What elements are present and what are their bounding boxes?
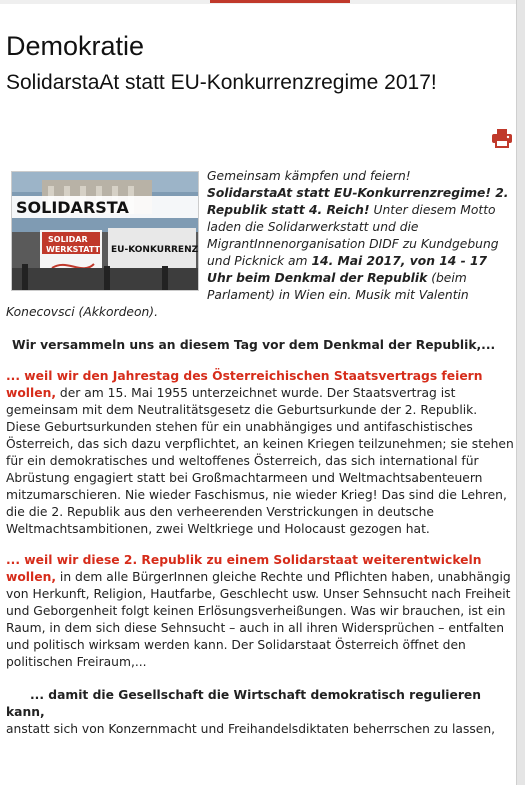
banner-text-3: WERKSTATT: [46, 245, 100, 254]
paragraph-2-text: in dem alle BürgerInnen gleiche Rechte und Pflichten haben, unabhängig von Herkunft, Religion, Hautfarbe, Geschlecht usw. Unser Sehnsucht nach Freiheit und Geborgenheit folgt keinen Erlösungsverheißungen. Was wir brauchen, ist ein Raum, in dem sich diese Sehnsucht – auch in all ihren Widersprüchen – entfalten und politisch wirksam werden kann. Der Solidarstaat Österreich öffnet den politischen Freiraum,...: [6, 570, 511, 669]
intro-music: (beim Parlament) in Wien ein. Musik mit Valentin Konecovsci (Akkordeon).: [6, 271, 469, 319]
intro-motto: SolidarstaAt statt EU-Konkurrenzregime! 2. Republik statt 4. Reich!: [207, 186, 509, 217]
print-icon: [491, 128, 513, 148]
page-title: Demokratie: [6, 31, 145, 61]
paragraph-1-text: der am 15. Mai 1955 unterzeichnet wurde. Der Staatsvertrag ist gemeinsam mit dem Neutralitätsgesetz die Geburtsurkunde der 2. Republik. Diese Geburtsurkunden stehen für ein unabhängiges und antifaschistisches Österreich, das sich dazu verpflichtet, an keinen Kriegen teilzunehmen; sie stehen für ein demokratisches und weltoffenes Österreich, das sich international für Abrüstung engagiert statt bei Großmachtarmeen und Weltmachtsabenteuern mitzumarschieren. Nie wieder Faschismus, nie wieder Krieg! Das sind die Lehren, die die 2. Republik aus den verheerenden Verstrickungen in deutsche Weltmachtsambitionen, zwei Weltkriege und Holocaust gezogen hat.: [6, 386, 514, 536]
paragraph-solidarstaat: [6, 552, 514, 671]
intro-line-1: Gemeinsam kämpfen und feiern!: [207, 169, 411, 183]
page-header: [6, 30, 516, 96]
paragraph-staatsvertrag: [6, 368, 514, 538]
paragraph-wirtschaft: [6, 687, 514, 738]
top-accent-line: [210, 0, 350, 3]
print-button[interactable]: [491, 128, 513, 148]
paragraph-2-lead: ... weil wir diese 2. Republik zu einem Solidarstaat weiterentwickeln wollen,: [6, 553, 482, 584]
banner-text-1: SOLIDARSTA: [16, 198, 129, 217]
section-heading: Wir versammeln uns an diesem Tag vor dem Denkmal der Republik,...: [12, 338, 496, 352]
window-scrollbar[interactable]: [516, 0, 525, 785]
banner-text-2: SOLIDAR: [48, 235, 88, 244]
paragraph-3-cut: anstatt sich von Konzernmacht und Freihandelsdiktaten beherrschen zu lassen,: [6, 722, 496, 736]
paragraph-1-lead: ... weil wir den Jahrestag des Österreichischen Staatsvertrags feiern wollen,: [6, 369, 483, 400]
article-title: SolidarstaAt statt EU-Konkurrenzregime 2017!: [6, 71, 437, 94]
article-body: [6, 168, 514, 738]
banner-text-4: EU-KONKURRENZ: [111, 245, 198, 255]
demonstration-photo: [12, 172, 198, 290]
article-image: [11, 171, 199, 291]
intro-invitation: Unter diesem Motto laden die Solidarwerkstatt und die MigrantInnenorganisation DIDF zu Kundgebung und Picknick am: [207, 203, 499, 268]
intro-date-location: 14. Mai 2017, von 14 - 17 Uhr beim Denkmal der Republik: [207, 254, 488, 285]
paragraph-3-lead: ... damit die Gesellschaft die Wirtschaft demokratisch regulieren kann,: [6, 688, 482, 719]
